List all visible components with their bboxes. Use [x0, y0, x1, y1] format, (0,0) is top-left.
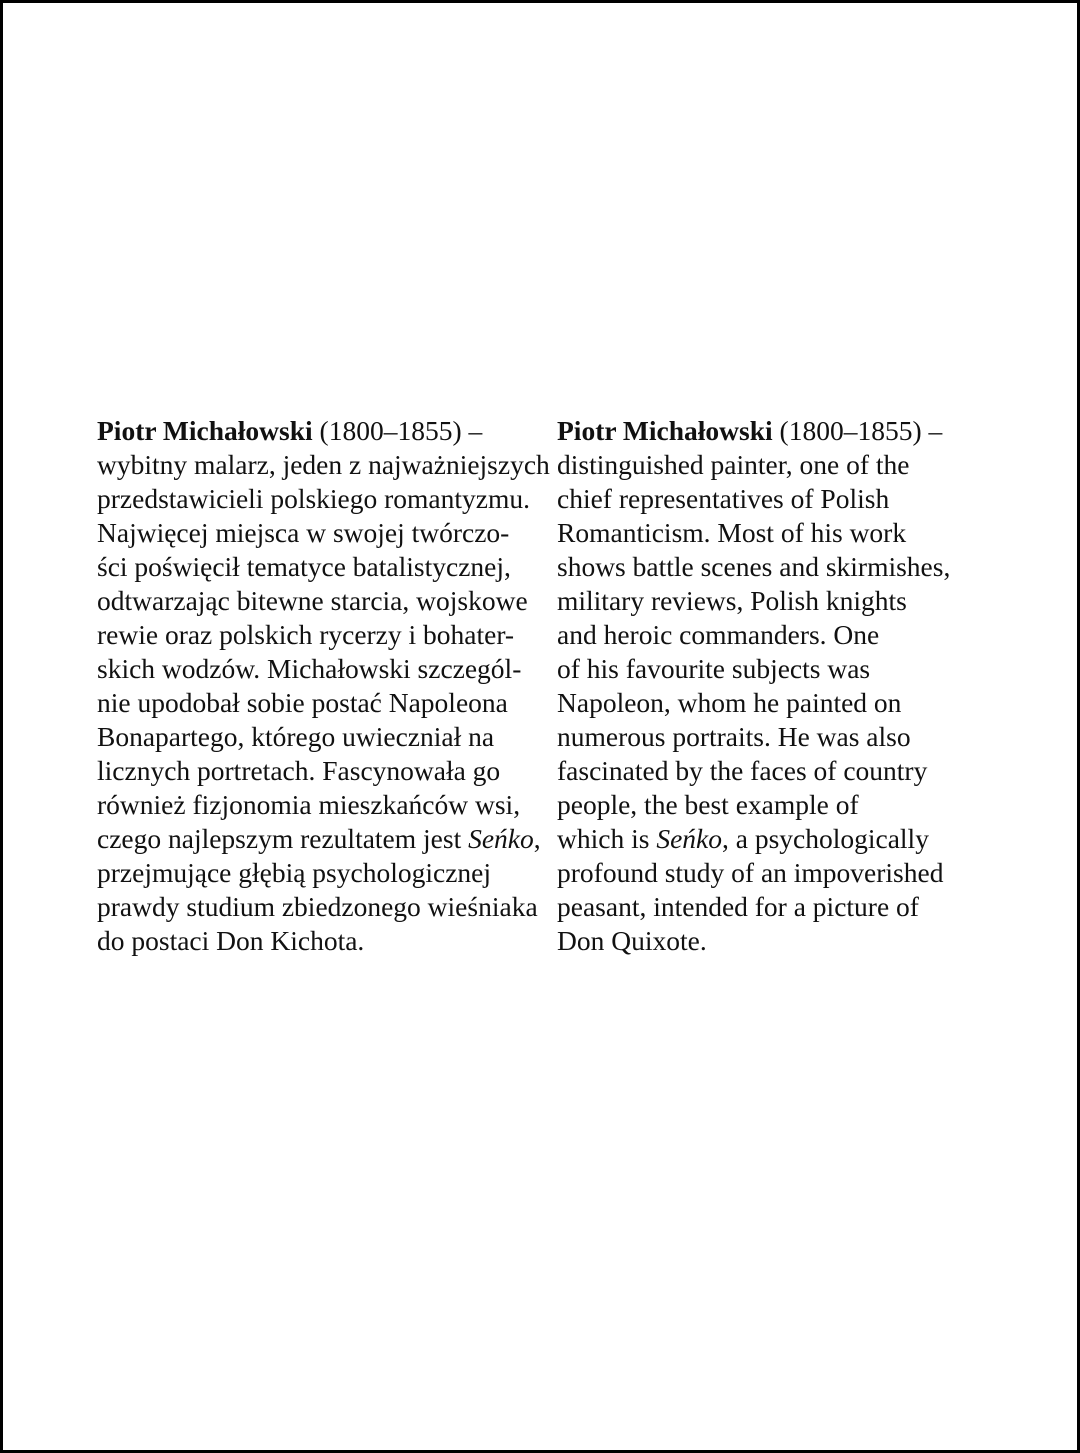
- text-line: do postaci Don Kichota.: [97, 925, 365, 956]
- text-line: [97, 822, 550, 856]
- text-line: przejmujące głębią psychologicznej: [97, 857, 491, 888]
- text-line: chief representatives of Polish: [557, 483, 890, 514]
- text-line: military reviews, Polish knights: [557, 585, 907, 616]
- text-line: nie upodobał sobie postać Napoleona: [97, 687, 508, 718]
- text-line: and heroic commanders. One: [557, 619, 880, 650]
- text-segment: ,: [533, 823, 541, 854]
- text-line: people, the best example of: [557, 789, 859, 820]
- text-line: peasant, intended for a picture of: [557, 891, 919, 922]
- text-segment: which is: [557, 823, 657, 854]
- text-line: wybitny malarz, jeden z najważniejszych: [97, 449, 550, 480]
- text-line: ści poświęcił tematyce batalistycznej,: [97, 551, 511, 582]
- text-segment: czego najlepszym rezultatem jest: [97, 823, 469, 854]
- text-line: również fizjonomia mieszkańców wsi,: [97, 789, 521, 820]
- text-line: [557, 822, 950, 856]
- text-line: Napoleon, whom he painted on: [557, 687, 902, 718]
- text-line: przedstawicieli polskiego romantyzmu.: [97, 483, 531, 514]
- text-line: odtwarzając bitewne starcia, wojskowe: [97, 585, 528, 616]
- text-line: rewie oraz polskich rycerzy i bohater-: [97, 619, 515, 650]
- artist-dates: (1800–1855) –: [772, 415, 943, 446]
- text-line: licznych portretach. Fascynowała go: [97, 755, 501, 786]
- text-line: profound study of an impoverished: [557, 857, 944, 888]
- heading-line: [557, 414, 950, 448]
- text-line: Bonapartego, którego uwieczniał na: [97, 721, 495, 752]
- text-line: shows battle scenes and skirmishes,: [557, 551, 951, 582]
- text-line: of his favourite subjects was: [557, 653, 871, 684]
- text-line: numerous portraits. He was also: [557, 721, 911, 752]
- text-line: prawdy studium zbiedzonego wieśniaka: [97, 891, 538, 922]
- text-line: distinguished painter, one of the: [557, 449, 910, 480]
- text-line: skich wodzów. Michałowski szczegól-: [97, 653, 522, 684]
- polish-text-column: [97, 414, 550, 958]
- heading-line: [97, 414, 550, 448]
- text-line: Romanticism. Most of his work: [557, 517, 907, 548]
- text-segment: , a psychologically: [721, 823, 929, 854]
- text-line: fascinated by the faces of country: [557, 755, 928, 786]
- artwork-title: Seńko: [468, 823, 534, 854]
- artist-name: Piotr Michałowski: [97, 415, 313, 446]
- text-line: Don Quixote.: [557, 925, 707, 956]
- text-line: Najwięcej miejsca w swojej twórczo-: [97, 517, 510, 548]
- artist-name: Piotr Michałowski: [557, 415, 773, 446]
- english-text-column: [557, 414, 950, 958]
- artist-dates: (1800–1855) –: [312, 415, 483, 446]
- artwork-title: Seńko: [656, 823, 722, 854]
